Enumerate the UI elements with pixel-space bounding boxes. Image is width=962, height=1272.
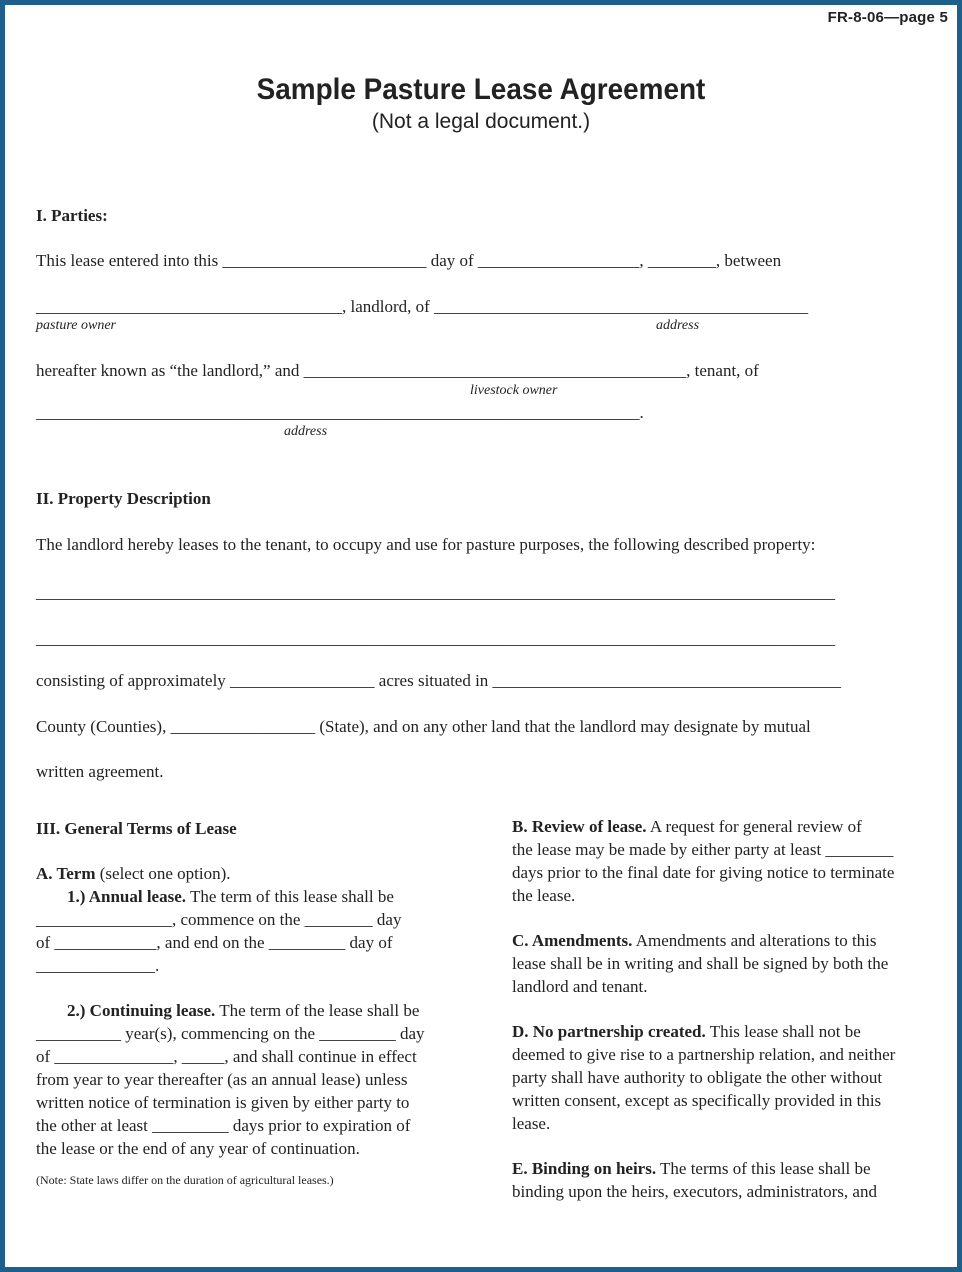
section-c-line-2: lease shall be in writing and shall be signed by both the xyxy=(512,954,889,973)
option-continuing-label: 2.) Continuing lease. xyxy=(67,1001,216,1020)
section-e-text-1: The terms of this lease shall be xyxy=(656,1159,871,1178)
option-continuing-line-1 xyxy=(36,999,481,1022)
section-c-text-1: Amendments and alterations to this xyxy=(632,931,877,950)
option-continuing-text-1: The term of the lease shall be xyxy=(215,1001,420,1020)
section-d-line-5: lease. xyxy=(512,1114,551,1133)
parties-line-tenant-address: _______________________________________________________________________. xyxy=(36,403,644,422)
section-b-line-1 xyxy=(512,815,952,838)
section-d-line-3: party shall have authority to obligate the other without xyxy=(512,1068,883,1087)
page-id: FR-8-06—page 5 xyxy=(827,9,948,26)
section-d-line-4: written consent, except as specifically provided in this xyxy=(512,1091,882,1110)
document-subtitle: (Not a legal document.) xyxy=(371,110,591,133)
caption-pasture-owner: pasture owner xyxy=(36,318,116,333)
section-c-line-1 xyxy=(512,929,952,952)
section-c-label: C. Amendments. xyxy=(512,931,633,950)
option-continuing-line-7: the lease or the end of any year of continuation. xyxy=(36,1139,360,1158)
option-annual-label: 1.) Annual lease. xyxy=(67,887,187,906)
property-written-agreement: written agreement. xyxy=(36,762,164,781)
section-d-line-2: deemed to give rise to a partnership relation, and neither xyxy=(512,1045,896,1064)
section-e-line-2: binding upon the heirs, executors, administrators, and xyxy=(512,1182,877,1201)
caption-livestock-owner: livestock owner xyxy=(470,383,558,398)
option-continuing-line-6: the other at least _________ days prior to expiration of xyxy=(36,1116,411,1135)
section-e-label: E. Binding on heirs. xyxy=(512,1159,657,1178)
terms-heading: III. General Terms of Lease xyxy=(36,819,237,838)
option-annual-line-1 xyxy=(36,885,481,908)
document-page xyxy=(5,5,957,1267)
section-c-line-3: landlord and tenant. xyxy=(512,977,648,996)
parties-heading: I. Parties: xyxy=(36,206,108,225)
term-a xyxy=(36,862,481,885)
option-annual-text-1: The term of this lease shall be xyxy=(186,887,394,906)
option-annual-line-2: ________________, commence on the ________ day xyxy=(36,910,402,929)
property-acres-line: consisting of approximately _________________ acres situated in _________________________________________ xyxy=(36,671,842,690)
property-blank-line-1: ______________________________________________________________________________________________ xyxy=(36,583,835,602)
property-intro: The landlord hereby leases to the tenant, to occupy and use for pasture purposes, the following described property: xyxy=(36,535,816,554)
caption-address-landlord: address xyxy=(656,318,700,333)
parties-line-date: This lease entered into this ________________________ day of ___________________, ________, between xyxy=(36,251,782,270)
section-d-line-1 xyxy=(512,1020,952,1043)
section-b-line-3: days prior to the final date for giving notice to terminate xyxy=(512,863,895,882)
term-a-label: A. Term xyxy=(36,864,96,883)
term-a-text: (select one option). xyxy=(95,864,231,883)
parties-line-landlord: ____________________________________, landlord, of ____________________________________________ xyxy=(36,297,809,316)
section-d-text-1: This lease shall not be xyxy=(705,1022,861,1041)
option-annual-line-3: of ____________, and end on the _________ day of xyxy=(36,933,393,952)
option-continuing-line-4: from year to year thereafter (as an annual lease) unless xyxy=(36,1070,408,1089)
terms-right-column xyxy=(512,815,952,1203)
section-d-label: D. No partnership created. xyxy=(512,1022,706,1041)
section-b-label: B. Review of lease. xyxy=(512,817,647,836)
property-blank-line-2: ______________________________________________________________________________________________ xyxy=(36,629,835,648)
option-continuing-line-2: __________ year(s), commencing on the _________ day xyxy=(36,1024,425,1043)
option-annual-line-4: ______________. xyxy=(36,956,160,975)
caption-address-tenant: address xyxy=(284,424,328,439)
property-heading: II. Property Description xyxy=(36,489,211,508)
parties-line-tenant: hereafter known as “the landlord,” and _____________________________________________, tenant, of xyxy=(36,361,759,380)
section-b-line-2: the lease may be made by either party at least ________ xyxy=(512,840,894,859)
duration-note: (Note: State laws differ on the duration of agricultural leases.) xyxy=(36,1173,334,1187)
property-county-line: County (Counties), _________________ (State), and on any other land that the landlord may designate by mutual xyxy=(36,717,811,736)
section-b-line-4: the lease. xyxy=(512,886,576,905)
option-continuing-line-3: of ______________, _____, and shall continue in effect xyxy=(36,1047,417,1066)
terms-left-column xyxy=(36,817,481,1188)
section-e-line-1 xyxy=(512,1157,952,1180)
section-b-text-1: A request for general review of xyxy=(646,817,862,836)
document-title: Sample Pasture Lease Agreement xyxy=(256,73,706,106)
option-continuing-line-5: written notice of termination is given by either party to xyxy=(36,1093,410,1112)
